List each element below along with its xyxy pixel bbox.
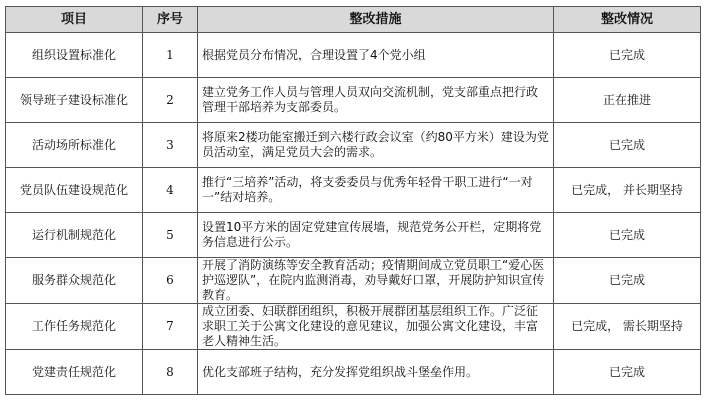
cell-item: 运行机制规范化 [6,213,143,258]
cell-measure: 将原来2楼功能室搬迁到六楼行政会议室（约80平方米）建设为党员活动室，满足党员大会的需求。 [198,123,554,168]
cell-item: 工作任务规范化 [6,304,143,350]
cell-seq: 8 [143,350,198,395]
cell-measure: 建立党务工作人员与管理人员双向交流机制，党支部重点把行政管理干部培养为支部委员。 [198,78,554,123]
table-row [6,350,701,395]
table-row [6,33,701,78]
cell-status: 已完成 [554,33,701,78]
table-row [6,78,701,123]
cell-status: 已完成 [554,258,701,304]
cell-seq: 7 [143,304,198,350]
table-header [6,7,701,33]
cell-item: 领导班子建设标准化 [6,78,143,123]
table-row [6,123,701,168]
cell-status: 已完成 [554,213,701,258]
cell-measure: 开展了消防演练等安全教育活动；疫情期间成立党员职工“爱心医护巡逻队”，在院内监测消毒，劝导戴好口罩，开展防护知识宣传教育。 [198,258,554,304]
header-seq: 序号 [143,7,198,33]
cell-status: 已完成， 并长期坚持 [554,168,701,213]
table-row [6,304,701,350]
cell-measure: 设置10平方米的固定党建宣传展墙，规范党务公开栏，定期将党务信息进行公示。 [198,213,554,258]
cell-status: 正在推进 [554,78,701,123]
table-body [6,33,701,395]
table-row [6,258,701,304]
header-item: 项目 [6,7,143,33]
cell-item: 组织设置标准化 [6,33,143,78]
cell-item: 活动场所标准化 [6,123,143,168]
cell-item: 服务群众规范化 [6,258,143,304]
cell-status: 已完成 [554,123,701,168]
cell-seq: 2 [143,78,198,123]
cell-measure: 成立团委、妇联群团组织，积极开展群团基层组织工作。广泛征求职工关于公寓文化建设的意见建议，加强公寓文化建设，丰富老人精神生活。 [198,304,554,350]
rectification-table [5,6,701,395]
cell-seq: 5 [143,213,198,258]
cell-item: 党建责任规范化 [6,350,143,395]
header-measure: 整改措施 [198,7,554,33]
cell-measure: 优化支部班子结构，充分发挥党组织战斗堡垒作用。 [198,350,554,395]
cell-seq: 6 [143,258,198,304]
cell-status: 已完成， 需长期坚持 [554,304,701,350]
cell-measure: 推行“三培养”活动，将支委委员与优秀年轻骨干职工进行“一对一”结对培养。 [198,168,554,213]
cell-measure: 根据党员分布情况，合理设置了4个党小组 [198,33,554,78]
cell-status: 已完成 [554,350,701,395]
table-row [6,213,701,258]
header-row [6,7,701,33]
table-row [6,168,701,213]
header-status: 整改情况 [554,7,701,33]
cell-seq: 4 [143,168,198,213]
cell-seq: 3 [143,123,198,168]
cell-item: 党员队伍建设规范化 [6,168,143,213]
cell-seq: 1 [143,33,198,78]
